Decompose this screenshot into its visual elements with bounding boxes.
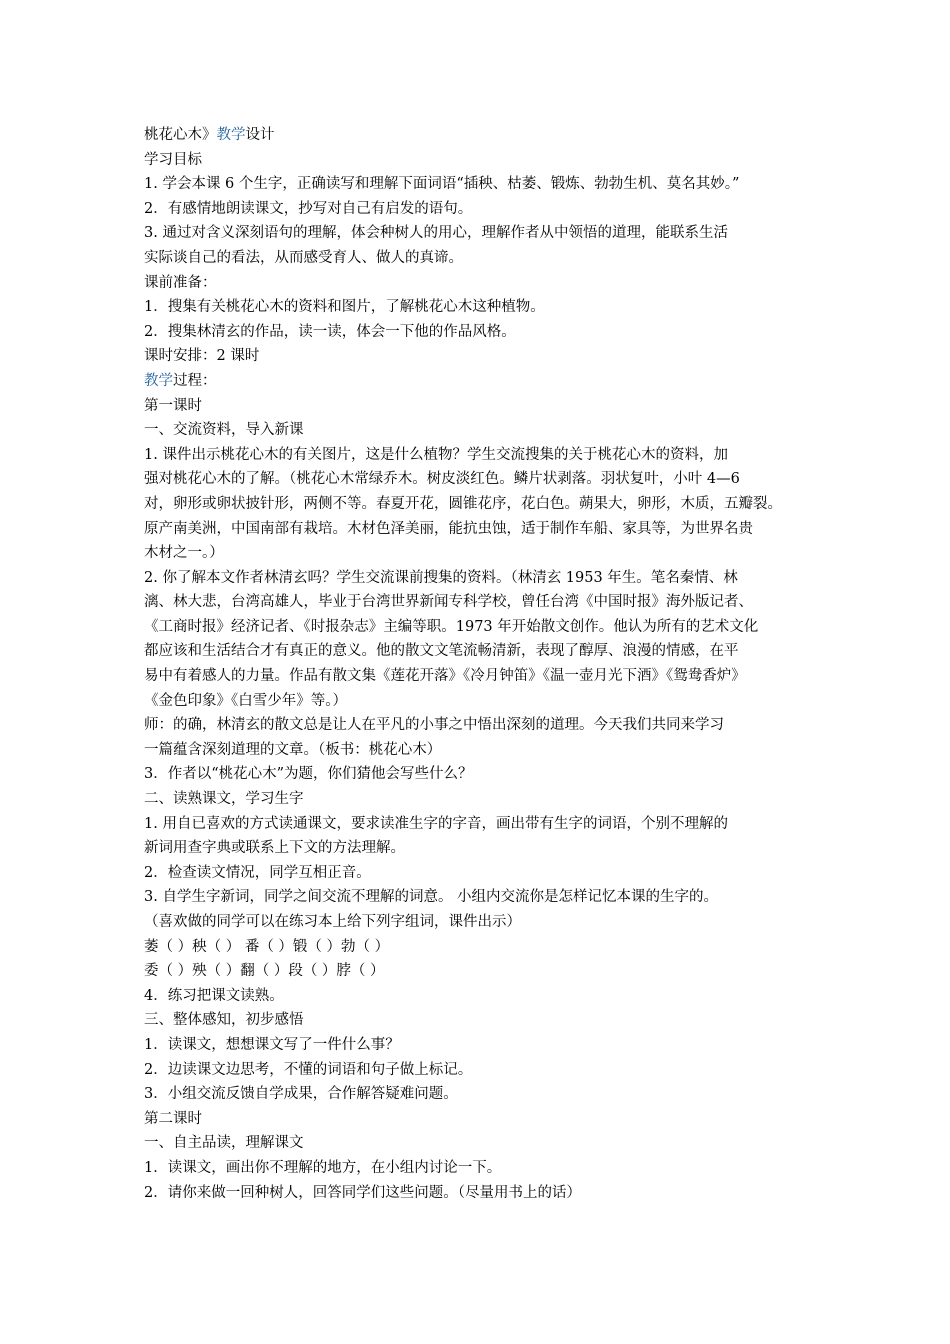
text-line: 2．有感情地朗读课文，抄写对自己有启发的语句。 — [144, 200, 473, 217]
text-line: 一、自主品读，理解课文 — [144, 1135, 304, 1152]
text-line: 易中有着感人的力量。作品有散文集《莲花开落》《冷月钟笛》《温一壶月光下酒》《鸳鸯香炉》 — [144, 668, 746, 685]
text-line: 1. 课件出示桃花心木的有关图片，这是什么植物？学生交流搜集的关于桃花心木的资料，加 — [144, 446, 728, 463]
text-line: 新词用查字典或联系上下文的方法理解。 — [144, 840, 405, 857]
text-line: 课前准备： — [144, 274, 217, 291]
text-line: 实际谈自己的看法，从而感受育人、做人的真谛。 — [144, 249, 463, 266]
text-line: 1. 学会本课 6 个生字，正确读写和理解下面词语“插秧、枯萎、锻炼、勃勃生机、莫名其妙。” — [144, 176, 740, 193]
text-line: 4．练习把课文读熟。 — [144, 987, 284, 1004]
text-line: 2．边读课文边思考，不懂的词语和句子做上标记。 — [144, 1061, 473, 1078]
text-line: 委（ ）殃（ ）翻（ ）段（ ）脖（ ） — [144, 963, 385, 980]
text-line: 漓、林大悲，台湾高雄人，毕业于台湾世界新闻专科学校，曾任台湾《中国时报》海外版记者、 — [144, 594, 753, 611]
title-teaching-link[interactable]: 教学 — [216, 127, 246, 143]
text-line: 2．搜集林清玄的作品，读一读，体会一下他的作品风格。 — [144, 323, 516, 340]
text-line: 课时安排：2 课时 — [144, 348, 260, 365]
text-line: 3. 通过对含义深刻语句的理解，体会种树人的用心，理解作者从中领悟的道理，能联系生活 — [144, 225, 728, 242]
text-line: 原产南美洲，中国南部有栽培。木材色泽美丽，能抗虫蚀，适于制作车船、家具等，为世界名贵 — [144, 520, 753, 537]
text-line: 2．检查读文情况，同学互相正音。 — [144, 864, 371, 881]
title-suffix: 设计 — [245, 127, 275, 143]
text-line: 《金色印象》《白雪少年》等。） — [144, 692, 347, 709]
text-line: 学习目标 — [144, 151, 202, 168]
text-line: 二、读熟课文，学习生字 — [144, 791, 304, 808]
text-line: （喜欢做的同学可以在练习本上给下列字组词，课件出示） — [144, 914, 521, 930]
document-title — [144, 123, 819, 148]
text-line: 1．读课文，画出你不理解的地方，在小组内讨论一下。 — [144, 1159, 502, 1176]
text-line: 强对桃花心木的了解。（桃花心木常绿乔木。树皮淡红色。鳞片状剥落。羽状复叶，小叶 4—6 — [144, 471, 740, 488]
text-line: 2. 你了解本文作者林清玄吗？学生交流课前搜集的资料。（林清玄 1953 年生。笔名秦情、林 — [144, 569, 738, 586]
text-line: 3．作者以“桃花心木”为题，你们猜他会写些什么？ — [144, 766, 473, 783]
process-teaching-link[interactable]: 教学 — [144, 372, 173, 389]
text-line: 3．小组交流反馈自学成果，合作解答疑难问题。 — [144, 1086, 458, 1103]
text-line: 对，卵形或卵状披针形，两侧不等。春夏开花，圆锥花序，花白色。蒴果大，卵形，木质，五瓣裂。 — [144, 495, 782, 512]
text-line: 1．搜集有关桃花心木的资料和图片，了解桃花心木这种植物。 — [144, 299, 545, 316]
text-line: 第二课时 — [144, 1110, 202, 1127]
text-line: 1．读课文，想想课文写了一件什么事？ — [144, 1036, 400, 1053]
text-line: 《工商时报》经济记者、《时报杂志》主编等职。1973 年开始散文创作。他认为所有的艺术文化 — [144, 618, 759, 635]
objectives-section — [144, 148, 819, 369]
text-line: 木材之一。） — [144, 545, 224, 562]
text-line: 1. 用自已喜欢的方式读通课文，要求读准生字的字音，画出带有生字的词语，个别不理解的 — [144, 815, 728, 832]
text-line: 三、整体感知，初步感悟 — [144, 1012, 304, 1029]
text-line: 第一课时 — [144, 397, 202, 414]
lesson-plan-body — [144, 394, 819, 1206]
process-suffix: 过程： — [173, 372, 217, 389]
title-prefix: 桃花心木》 — [144, 127, 217, 143]
text-line: 都应该和生活结合才有真正的意义。他的散文文笔流畅清新，表现了醇厚、浪漫的情感，在平 — [144, 643, 739, 660]
text-line: 萎（ ）秧（ ） 番（ ）锻（ ）勃（ ） — [144, 938, 390, 955]
teaching-process-heading — [144, 369, 819, 394]
text-line: 一篇蕴含深刻道理的文章。（板书：桃花心木） — [144, 741, 442, 758]
document-page — [144, 123, 819, 1205]
text-line: 3. 自学生字新词，同学之间交流不理解的词意。 小组内交流你是怎样记忆本课的生字的。 — [144, 889, 719, 906]
text-line: 师：的确，林清玄的散文总是让人在平凡的小事之中悟出深刻的道理。今天我们共同来学习 — [144, 717, 724, 734]
text-line: 一、交流资料，导入新课 — [144, 422, 304, 439]
text-line: 2．请你来做一回种树人，回答同学们这些问题。（尽量用书上的话） — [144, 1184, 581, 1201]
